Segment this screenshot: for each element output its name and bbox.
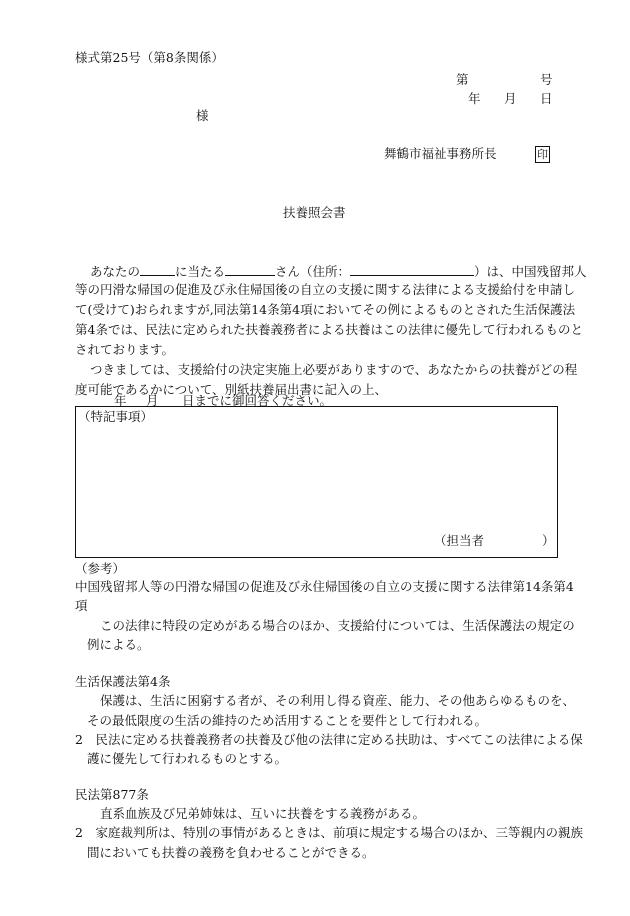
law1-title-2: 項	[75, 598, 88, 613]
date-year: 年	[468, 91, 481, 106]
sender-name: 舞鶴市福祉事務所長	[384, 146, 497, 161]
body-text: あなたの	[90, 264, 141, 279]
law2-item2-1: 2 民法に定める扶養義務者の扶養及び他の法律に定める扶助は、すべてこの法律による保	[75, 732, 583, 747]
law3-title: 民法第877条	[75, 787, 149, 802]
body-line-2: 等の円滑な帰国の促進及び永住帰国後の自立の支援に関する法律による支援給付を申請し	[75, 282, 576, 297]
law2-text-1: 保護は、生活に困窮する者が、その利用し得る資産、能力、その他あらゆるものを、	[100, 693, 576, 708]
address-blank	[350, 262, 474, 276]
addressee-suffix: 様	[196, 108, 209, 123]
reply-rest: 日までに御回答ください。	[182, 393, 333, 408]
relation-blank	[140, 262, 175, 276]
date-day: 日	[540, 91, 553, 106]
body-line-7: 度可能であるかについて、別紙扶養届出書に記入の上、	[75, 382, 388, 397]
body-line-1	[90, 262, 587, 280]
special-notes-box[interactable]	[75, 406, 558, 558]
reply-year: 年	[114, 393, 127, 408]
law1-title-1: 中国残留邦人等の円滑な帰国の促進及び永住帰国後の自立の支援に関する法律第14条第4	[75, 579, 574, 594]
law2-text-2: その最低限度の生活の維持のため活用することを要件として行われる。	[87, 713, 488, 728]
law1-text-2: 例による。	[87, 637, 150, 652]
reference-label: （参考）	[75, 561, 126, 576]
law2-title: 生活保護法第4条	[75, 674, 171, 689]
document-title: 扶養照会書	[283, 205, 346, 220]
body-line-6: つきましては、支援給付の決定実施上必要がありますので、あなたからの扶養がどの程	[90, 362, 578, 377]
body-text: さん（住所：	[275, 264, 351, 279]
person-in-charge-close: ）	[542, 533, 555, 548]
law1-text-1: この法律に特段の定めがある場合のほか、支援給付については、生活保護法の規定の	[100, 618, 575, 633]
form-number: 様式第25号（第8条関係）	[75, 50, 224, 65]
date-month: 月	[504, 91, 517, 106]
seal-icon: 印	[537, 148, 548, 161]
reply-month: 月	[146, 393, 159, 408]
special-notes-label: （特記事項）	[78, 409, 154, 424]
law2-item2-2: 護に優先して行われるものとする。	[87, 751, 288, 766]
body-line-5: されております。	[75, 342, 175, 357]
law3-item2-2: 間においても扶養の義務を負わせることができる。	[87, 845, 375, 860]
law3-item2-1: 2 家庭裁判所は、特別の事情があるときは、前項に規定する場合のほか、三等親内の親族	[75, 825, 583, 840]
body-line-4: 第4条では、民法に定められた扶養義務者による扶養はこの法律に優先して行われるものと	[75, 322, 583, 337]
law3-text-1: 直系血族及び兄弟姉妹は、互いに扶養をする義務がある。	[100, 806, 426, 821]
body-text: に当たる	[175, 264, 226, 279]
body-line-3: て(受けて)おられますが,同法第14条第4項においてその例によるものとされた生活保護法	[75, 302, 576, 317]
number-dai: 第	[456, 72, 469, 87]
body-text: ）は、中国残留邦人	[474, 264, 587, 279]
number-go: 号	[540, 72, 553, 87]
seal-mark	[535, 146, 550, 163]
person-in-charge-label: （担当者	[434, 533, 485, 548]
name-blank	[225, 262, 275, 276]
